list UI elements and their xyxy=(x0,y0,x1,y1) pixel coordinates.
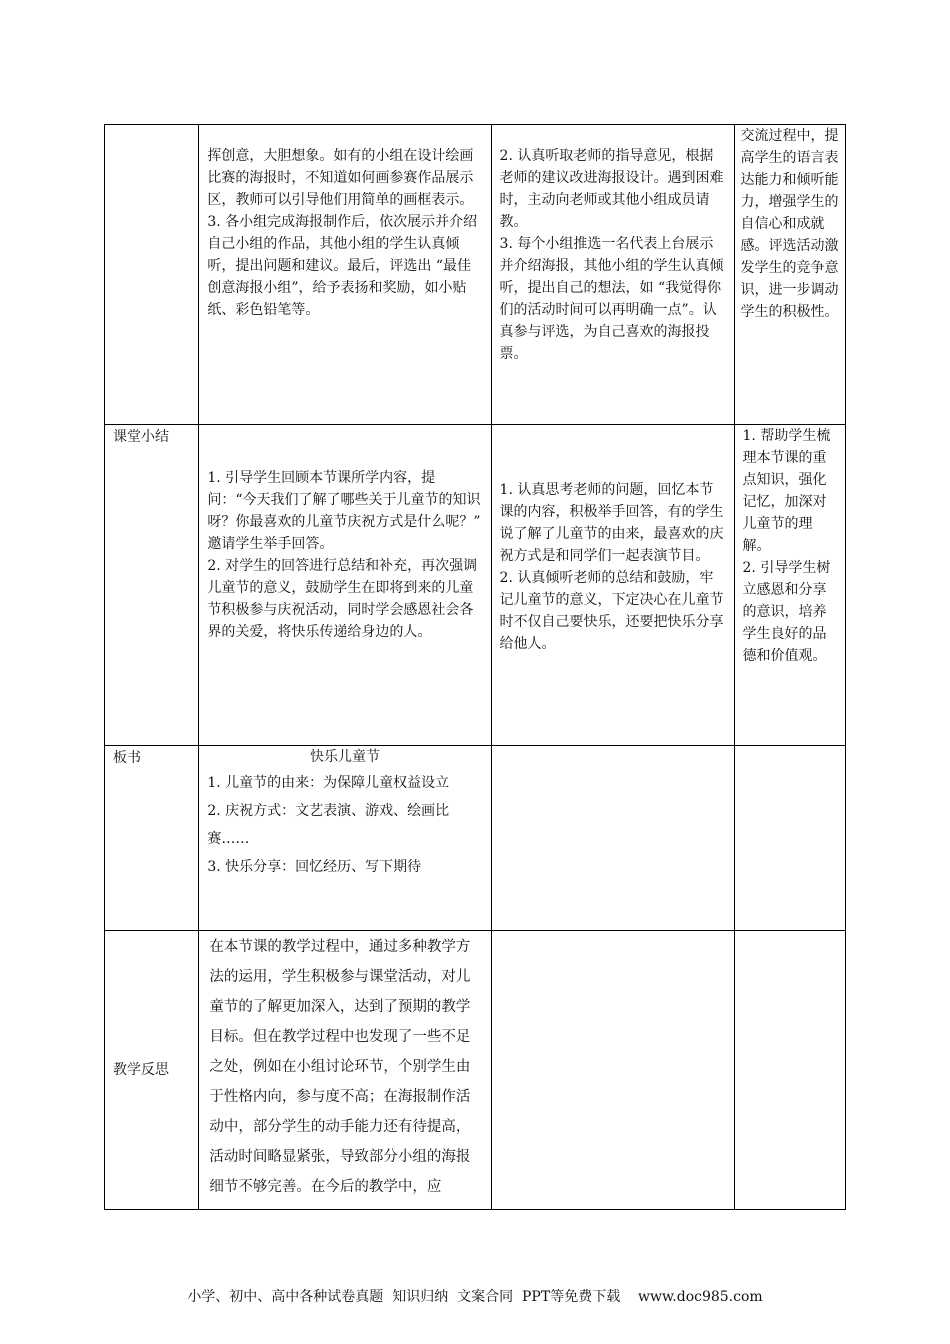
summary-intent-text: 1. 帮助学生梳理本节课的重点知识，强化记忆，加深对儿童节的理解。 2. 引导学生树立感恩和分享的意识，培养学生良好的品德和价值观。 xyxy=(742,428,831,664)
row-label-cell xyxy=(105,125,199,425)
row-label-reflection: 教学反思 xyxy=(113,1062,169,1078)
table-row-summary xyxy=(105,425,846,746)
design-intent-text: 交流过程中，提高学生的语言表达能力和倾听能力，增强学生的自信心和成就感。评选活动激发学生的竞争意识，进一步调动学生的积极性。 xyxy=(740,128,839,320)
table-row-continued-activity xyxy=(105,125,846,425)
student-activity-text: 2. 认真听取老师的指导意见，根据老师的建议改进海报设计。遇到困难时，主动向老师或其他小组成员请教。 3. 每个小组推选一名代表上台展示并介绍海报，其他小组的学生认真倾听，提出自己的想法，如 “我觉得你们的活动时间可以再明确一点”。认真参与评选，为自己喜欢的海报投票。 xyxy=(499,148,724,362)
table-row-reflection xyxy=(105,931,846,1210)
empty-cell xyxy=(491,746,734,931)
row-label-cell xyxy=(105,425,199,746)
row-label-summary: 课堂小结 xyxy=(113,429,169,445)
blackboard-item: 3. 快乐分享：回忆经历、写下期待 xyxy=(207,859,422,875)
empty-cell xyxy=(734,746,845,931)
summary-student-text: 1. 认真思考老师的问题，回忆本节课的内容，积极举手回答，有的学生说了解了儿童节的由来，最喜欢的庆祝方式是和同学们一起表演节目。 2. 认真倾听老师的总结和鼓励，牢记儿童节的意义，下定决心在儿童节时不仅自己要快乐，还要把快乐分享给他人。 xyxy=(499,482,724,652)
teacher-activity-text: 挥创意，大胆想象。如有的小组在设计绘画比赛的海报时，不知道如何画参赛作品展示区，教师可以引导他们用简单的画框表示。 3. 各小组完成海报制作后，依次展示并介绍自己小组的作品，其他小组的学生认真倾听，提出问题和建议。最后，评选出 “最佳创意海报小组”，给予表扬和奖励，如小贴纸、彩色铅笔等。 xyxy=(207,148,478,318)
blackboard-cell xyxy=(199,746,491,931)
row-label-blackboard: 板书 xyxy=(113,750,141,766)
blackboard-item: 2. 庆祝方式：文艺表演、游戏、绘画比赛…… xyxy=(207,803,450,847)
page-footer: 小学、初中、高中各种试卷真题 知识归纳 文案合同 PPT等免费下载 www.doc985.com xyxy=(187,1289,763,1305)
reflection-text: 在本节课的教学过程中，通过多种教学方法的运用，学生积极参与课堂活动，对儿童节的了解更加深入，达到了预期的教学目标。但在教学过程中也发现了一些不足之处，例如在小组讨论环节，个别学生由于性格内向，参与度不高；在海报制作活动中，部分学生的动手能力还有待提高，活动时间略显紧张，导致部分小组的海报细节不够完善。在今后的教学中，应 xyxy=(209,939,471,1195)
empty-cell xyxy=(734,931,845,1210)
design-intent-cell xyxy=(734,425,845,746)
table-row-blackboard xyxy=(105,746,846,931)
lesson-plan-table xyxy=(104,124,846,1210)
design-intent-cell xyxy=(734,125,845,425)
summary-teacher-text: 1. 引导学生回顾本节课所学内容，提问：“今天我们了解了哪些关于儿童节的知识呀？你最喜欢的儿童节庆祝方式是什么呢？” 邀请学生举手回答。 2. 对学生的回答进行总结和补充，再次强调儿童节的意义，鼓励学生在即将到来的儿童节积极参与庆祝活动，同时学会感恩社会各界的关爱，将快乐传递给身边的人。 xyxy=(207,470,481,640)
teacher-activity-cell xyxy=(199,425,491,746)
blackboard-title: 快乐儿童节 xyxy=(309,749,380,765)
student-activity-cell xyxy=(491,125,734,425)
reflection-cell xyxy=(199,931,491,1210)
empty-cell xyxy=(491,931,734,1210)
row-label-cell xyxy=(105,746,199,931)
teacher-activity-cell xyxy=(199,125,491,425)
student-activity-cell xyxy=(491,425,734,746)
row-label-cell xyxy=(105,931,199,1210)
blackboard-item: 1. 儿童节的由来：为保障儿童权益设立 xyxy=(207,775,450,791)
